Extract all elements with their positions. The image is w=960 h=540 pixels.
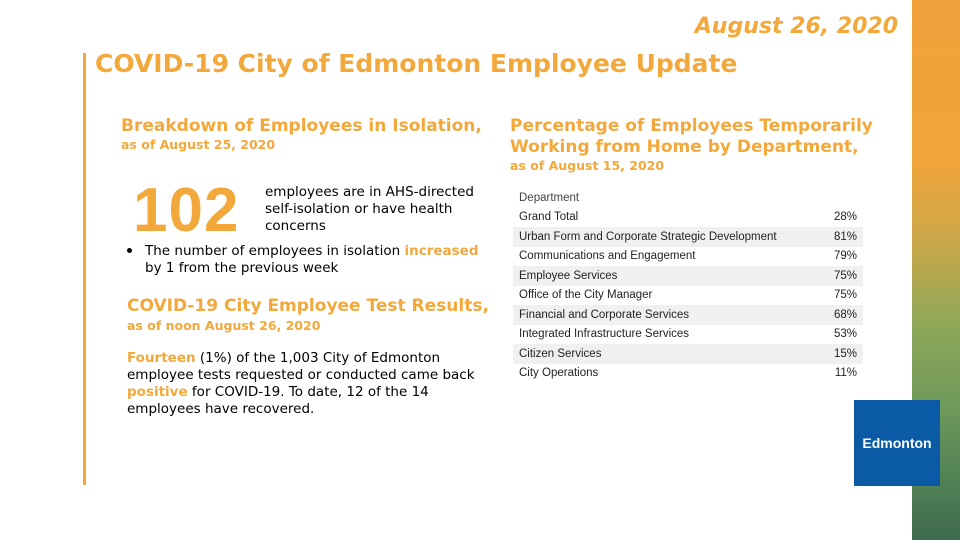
department-percentage: 79% — [833, 250, 857, 263]
edmonton-logo — [854, 400, 940, 486]
column-header-department: Department — [519, 191, 580, 204]
table-row — [513, 305, 863, 325]
department-name: Integrated Infrastructure Services — [519, 328, 690, 341]
bullet-dot — [127, 248, 132, 253]
isolation-bullet-text: The number of employees in isolation increased by 1 from the previous week — [145, 243, 479, 276]
table-row — [513, 286, 863, 306]
department-percentage: 81% — [823, 227, 863, 247]
table-row — [513, 325, 863, 345]
isolation-count: 102 — [133, 176, 240, 245]
tests-paragraph: Fourteen (1%) of the 1,003 City of Edmonton employee tests requested or conducted came back positive for COVID-19. To date, 12 of the 14 employees have recovered. — [127, 350, 475, 417]
department-name: Office of the City Manager — [519, 289, 653, 302]
table-row — [513, 266, 863, 286]
department-name: Communications and Engagement — [519, 250, 696, 263]
isolation-description: employees are in AHS-directed self-isolation or have health concerns — [265, 184, 474, 234]
department-name: Financial and Corporate Services — [513, 305, 823, 325]
department-percentage: 28% — [833, 211, 857, 224]
wfh-heading: Percentage of Employees Temporarily Working from Home by Department, — [510, 116, 873, 157]
department-percentage: 68% — [823, 305, 863, 325]
slide-date: August 26, 2020 — [694, 14, 898, 39]
department-percentage: 75% — [833, 289, 857, 302]
tests-date: as of noon August 26, 2020 — [127, 318, 321, 333]
table-row — [513, 344, 863, 364]
table-row — [513, 364, 863, 384]
table-row — [513, 247, 863, 267]
isolation-heading: Breakdown of Employees in Isolation, — [121, 116, 482, 136]
isolation-date: as of August 25, 2020 — [121, 137, 276, 152]
accent-divider — [83, 53, 86, 485]
department-name: Grand Total — [519, 211, 579, 224]
table-row — [513, 208, 863, 228]
department-name: Employee Services — [513, 266, 823, 286]
page-title: COVID-19 City of Edmonton Employee Update — [95, 49, 738, 78]
table-header-row — [513, 188, 863, 208]
logo-text: Edmonton — [862, 435, 932, 451]
tests-heading: COVID-19 City Employee Test Results, — [127, 296, 489, 316]
wfh-table — [513, 188, 863, 383]
department-name: City Operations — [519, 367, 599, 380]
table-row — [513, 227, 863, 247]
department-name: Urban Form and Corporate Strategic Development — [513, 227, 823, 247]
department-percentage: 11% — [834, 367, 857, 380]
department-percentage: 53% — [833, 328, 857, 341]
department-percentage: 15% — [823, 344, 863, 364]
department-percentage: 75% — [823, 266, 863, 286]
wfh-date: as of August 15, 2020 — [510, 158, 665, 173]
department-name: Citizen Services — [513, 344, 823, 364]
